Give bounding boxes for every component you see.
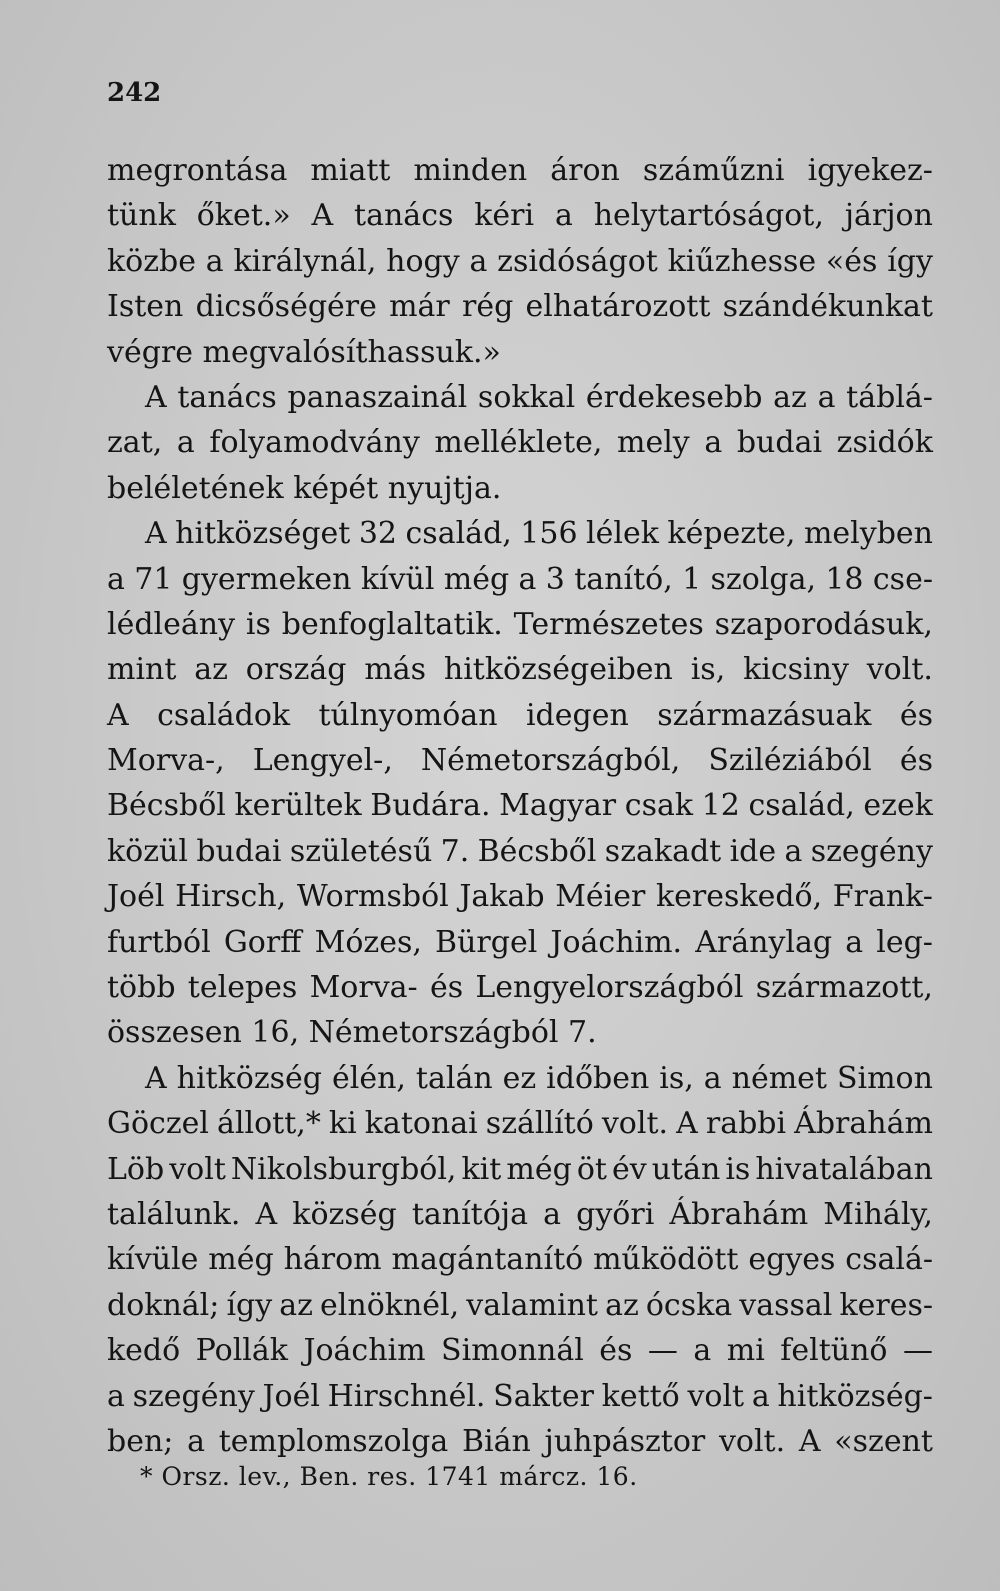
text-word: és <box>899 743 933 779</box>
body-text <box>107 148 933 1464</box>
text-word: elhatározott <box>525 289 711 325</box>
text-word: minden <box>413 153 528 188</box>
text-word: budai <box>196 833 282 869</box>
text-word: az <box>605 1287 639 1323</box>
text-word: Morva- <box>309 970 418 1006</box>
text-word: vassal <box>739 1287 833 1323</box>
text-word: királynál, <box>233 243 377 279</box>
text-word: — <box>647 1333 678 1369</box>
text-word: Joáchim. <box>550 924 683 960</box>
text-word: Nikolsburgból, <box>230 1151 457 1187</box>
text-word: — <box>902 1333 933 1369</box>
text-word: volt. <box>601 1106 669 1142</box>
text-word: A <box>107 697 129 733</box>
text-word: 71 <box>134 561 173 597</box>
text-word: járjon <box>844 198 933 234</box>
text-word: Lengyelországból <box>475 970 744 1006</box>
text-word: Joél <box>107 879 165 915</box>
text-word: Joél <box>262 1378 320 1414</box>
text-word: 32 <box>358 516 398 552</box>
text-word: a <box>784 833 803 869</box>
text-word: Löb <box>107 1151 165 1187</box>
text-line <box>107 829 933 874</box>
text-line <box>107 920 933 965</box>
text-word: Természetes <box>513 606 704 642</box>
text-word: így <box>226 1287 273 1323</box>
text-word: hitközség- <box>777 1378 933 1414</box>
text-word: kereskedő, <box>655 879 823 915</box>
text-word: közül <box>107 833 188 869</box>
text-word: év <box>611 1151 647 1187</box>
text-word: ócska <box>645 1287 733 1323</box>
text-word: tanács <box>177 379 277 415</box>
text-word: idegen <box>525 697 629 733</box>
text-word: benfoglaltatik. <box>281 606 503 642</box>
text-word: hogy <box>386 243 460 279</box>
text-word: gyermeken <box>181 561 352 597</box>
text-line <box>107 420 933 465</box>
text-word: Bécsből <box>477 833 597 869</box>
text-word: 3 <box>545 561 565 597</box>
text-word: volt. <box>866 652 933 688</box>
text-word: csalá- <box>845 1242 933 1278</box>
text-word: Isten <box>107 289 184 325</box>
text-word: hitközséget <box>175 516 351 552</box>
text-word: kéri <box>474 198 535 234</box>
text-word: A <box>145 1060 167 1096</box>
text-word: időben <box>546 1060 650 1096</box>
text-word: hivatalában <box>755 1151 933 1187</box>
text-word: Joáchim <box>303 1333 426 1369</box>
text-word: győri <box>576 1196 655 1232</box>
text-word: Hirsch, <box>175 879 287 915</box>
text-word: származott, <box>755 970 933 1006</box>
text-word: így <box>887 243 933 279</box>
text-word: a <box>703 1060 722 1096</box>
text-line <box>107 1010 933 1055</box>
text-word: Sziléziából <box>708 743 872 779</box>
text-word: Mihály, <box>823 1196 933 1232</box>
text-word: kit <box>461 1151 502 1187</box>
text-word: kicsiny <box>743 652 849 688</box>
text-word: a <box>176 425 195 461</box>
text-line <box>107 1374 933 1419</box>
text-word: 7. <box>440 833 470 869</box>
text-word: is <box>725 1151 751 1187</box>
text-word: ez <box>502 1060 537 1096</box>
text-word: élén, <box>331 1060 406 1096</box>
text-word: állott,* <box>217 1106 321 1142</box>
text-word: Simon <box>836 1060 933 1096</box>
text-word: szállító <box>485 1106 594 1142</box>
text-line <box>107 1328 933 1373</box>
text-word: volt <box>169 1151 226 1187</box>
text-word: templomszolga <box>218 1423 449 1459</box>
text-word: szaporodásuk, <box>714 606 933 642</box>
text-line <box>107 239 933 284</box>
text-word: hitközség <box>176 1060 323 1096</box>
text-line-content: összesen 16, Németországból 7. <box>107 1015 597 1051</box>
text-word: melléklete, <box>434 425 603 461</box>
text-word: hitközségeiben <box>443 652 673 688</box>
text-line <box>107 557 933 602</box>
text-word: érdekesebb <box>585 379 763 415</box>
text-word: igyekez- <box>807 153 933 188</box>
text-word: a <box>817 379 836 415</box>
text-word: az <box>773 379 807 415</box>
text-word: Morva-, <box>107 743 225 779</box>
text-word: szegény <box>810 833 933 869</box>
text-word: A <box>145 516 167 552</box>
text-word: még <box>506 1151 572 1187</box>
text-word: is <box>245 606 271 642</box>
text-line <box>107 1192 933 1237</box>
text-word: volt <box>687 1378 745 1414</box>
text-word: rég <box>462 289 514 325</box>
text-word: zat, <box>107 425 163 461</box>
text-word: táblá- <box>846 379 933 415</box>
text-word: miatt <box>310 153 391 188</box>
text-word: valamint <box>466 1287 598 1323</box>
text-word: elnöknél, <box>320 1287 460 1323</box>
text-word: melyben <box>803 516 933 552</box>
text-word: A <box>798 1423 821 1459</box>
text-word: ben; <box>107 1423 174 1459</box>
text-word: is, <box>659 1060 694 1096</box>
text-line <box>107 783 933 828</box>
text-word: 12 <box>701 788 740 824</box>
text-word: Jakab <box>459 879 545 915</box>
text-word: telepes <box>187 970 298 1006</box>
text-word: Németországból, <box>420 743 681 779</box>
text-word: Budára. <box>370 788 491 824</box>
text-word: tanító, <box>574 561 673 597</box>
text-word: Bürgel <box>435 924 538 960</box>
text-line <box>107 1419 933 1464</box>
text-line <box>107 193 933 238</box>
text-word: A <box>255 1196 278 1232</box>
text-word: szegény <box>132 1378 255 1414</box>
text-line-content: beléletének képét nyujtja. <box>107 470 502 506</box>
text-word: Ábrahám <box>669 1196 809 1232</box>
text-line <box>107 1283 933 1328</box>
text-line <box>107 466 933 511</box>
text-word: három <box>283 1242 382 1278</box>
text-word: az <box>279 1287 313 1323</box>
text-word: és <box>429 970 464 1006</box>
text-line <box>107 647 933 692</box>
text-word: képezte, <box>667 516 796 552</box>
text-line <box>107 1237 933 1282</box>
text-word: «szent <box>834 1423 933 1459</box>
text-word: túlnyomóan <box>318 697 498 733</box>
text-line <box>107 602 933 647</box>
text-word: után <box>651 1151 721 1187</box>
text-line <box>107 874 933 919</box>
text-word: furtból <box>107 924 211 960</box>
text-word: még <box>443 561 510 597</box>
text-word: találunk. <box>107 1196 241 1232</box>
text-word: kedő <box>107 1333 181 1369</box>
text-word: a <box>554 198 573 234</box>
text-word: a <box>469 243 488 279</box>
text-word: mint <box>107 652 177 688</box>
text-word: család, <box>405 516 512 552</box>
text-word: 156 <box>520 516 578 552</box>
text-word: öt <box>576 1151 607 1187</box>
text-word: a <box>107 1378 125 1414</box>
text-word: megrontása <box>107 153 288 188</box>
text-word: Ábrahám <box>794 1106 933 1142</box>
text-word: lédleány <box>107 606 236 642</box>
text-word: a <box>693 1333 712 1369</box>
text-word: ezek <box>863 788 933 824</box>
text-word: már <box>389 289 450 325</box>
text-word: a <box>543 1196 562 1232</box>
text-line <box>107 1147 933 1192</box>
text-word: családok <box>157 697 291 733</box>
text-word: «és <box>825 243 878 279</box>
text-word: mely <box>617 425 690 461</box>
text-word: rabbi <box>705 1106 787 1142</box>
text-word: doknál; <box>107 1287 220 1323</box>
text-word: Mózes, <box>314 924 422 960</box>
text-word: német <box>731 1060 827 1096</box>
text-word: az <box>194 652 228 688</box>
text-word: kívül <box>360 561 435 597</box>
text-word: több <box>107 970 176 1006</box>
text-word: ország <box>245 652 347 688</box>
text-line <box>107 738 933 783</box>
text-word: 1 <box>682 561 702 597</box>
text-word: leg- <box>876 924 933 960</box>
text-word: kettő <box>601 1378 680 1414</box>
text-word: volt. <box>718 1423 786 1459</box>
text-word: folyamodvány <box>209 425 420 461</box>
text-word: a <box>751 1378 770 1414</box>
text-line <box>107 148 933 193</box>
text-word: Aránylag <box>695 924 833 960</box>
text-word: mi <box>726 1333 765 1369</box>
text-word: Bián <box>461 1423 531 1459</box>
text-word: Méier <box>555 879 646 915</box>
text-word: működött <box>593 1242 739 1278</box>
text-word: Hirschnél. <box>327 1378 486 1414</box>
text-word: magántanító <box>391 1242 584 1278</box>
text-word: ki <box>328 1106 357 1142</box>
text-word: közbe <box>107 243 197 279</box>
text-word: A <box>145 379 167 415</box>
text-word: juhpásztor <box>544 1423 706 1459</box>
text-word: család, <box>748 788 855 824</box>
text-word: és <box>599 1333 633 1369</box>
text-word: cse- <box>872 561 933 597</box>
text-line <box>107 1056 933 1101</box>
text-word: 18 <box>825 561 864 597</box>
text-word: származásuak <box>657 697 872 733</box>
footnote: * Orsz. lev., Ben. res. 1741 márcz. 16. <box>140 1462 638 1491</box>
text-word: Bécsből <box>107 788 226 824</box>
text-word: zsidók <box>836 425 933 461</box>
text-word: Pollák <box>195 1333 288 1369</box>
text-word: szakadt <box>604 833 722 869</box>
text-word: Wormsból <box>296 879 449 915</box>
text-word: zsidóságot <box>497 243 658 279</box>
text-word: Gorff <box>223 924 302 960</box>
text-word: tanács <box>354 198 454 234</box>
text-word: talán <box>415 1060 493 1096</box>
text-word: csak <box>624 788 694 824</box>
text-word: ide <box>729 833 777 869</box>
text-word: feltünő <box>780 1333 888 1369</box>
text-word: és <box>899 697 933 733</box>
text-word: helytartóságot, <box>593 198 824 234</box>
page-number: 242 <box>107 78 162 108</box>
text-line <box>107 375 933 420</box>
text-word: még <box>208 1242 274 1278</box>
text-word: lélek <box>586 516 659 552</box>
text-word: száműzni <box>642 153 785 188</box>
text-line <box>107 1101 933 1146</box>
text-word: is, <box>690 652 726 688</box>
text-word: szolga, <box>710 561 816 597</box>
text-word: szándékunkat <box>722 289 933 325</box>
text-word: A <box>311 198 334 234</box>
text-line-content: végre megvalósíthassuk.» <box>107 334 501 370</box>
text-word: Göczel <box>107 1106 209 1142</box>
text-word: más <box>364 652 427 688</box>
text-word: egyes <box>748 1242 836 1278</box>
text-word: tünk <box>107 198 176 234</box>
text-word: katonai <box>364 1106 478 1142</box>
text-word: a <box>704 425 723 461</box>
text-word: kerültek <box>234 788 362 824</box>
text-word: a <box>845 924 864 960</box>
text-line <box>107 330 933 375</box>
text-word: budai <box>736 425 823 461</box>
text-word: születésű <box>289 833 433 869</box>
text-word: kívüle <box>107 1242 199 1278</box>
text-word: áron <box>550 153 620 188</box>
text-word: Sakter <box>493 1378 594 1414</box>
text-word: Simonnál <box>441 1333 584 1369</box>
text-word: Frank- <box>832 879 933 915</box>
text-word: dicsőségére <box>195 289 377 325</box>
text-line <box>107 965 933 1010</box>
text-word: sokkal <box>477 379 576 415</box>
text-word: község <box>292 1196 397 1232</box>
text-line <box>107 511 933 556</box>
text-word: őket.» <box>196 198 291 234</box>
text-word: tanítója <box>411 1196 528 1232</box>
text-word: A <box>676 1106 698 1142</box>
text-line <box>107 693 933 738</box>
text-word: a <box>205 243 224 279</box>
text-word: a <box>518 561 537 597</box>
text-word: Lengyel-, <box>252 743 393 779</box>
text-word: Magyar <box>499 788 617 824</box>
text-word: a <box>107 561 125 597</box>
text-word: a <box>187 1423 205 1459</box>
text-line <box>107 284 933 329</box>
text-word: panaszainál <box>287 379 468 415</box>
text-word: kiűzhesse <box>667 243 817 279</box>
text-word: keres- <box>839 1287 933 1323</box>
